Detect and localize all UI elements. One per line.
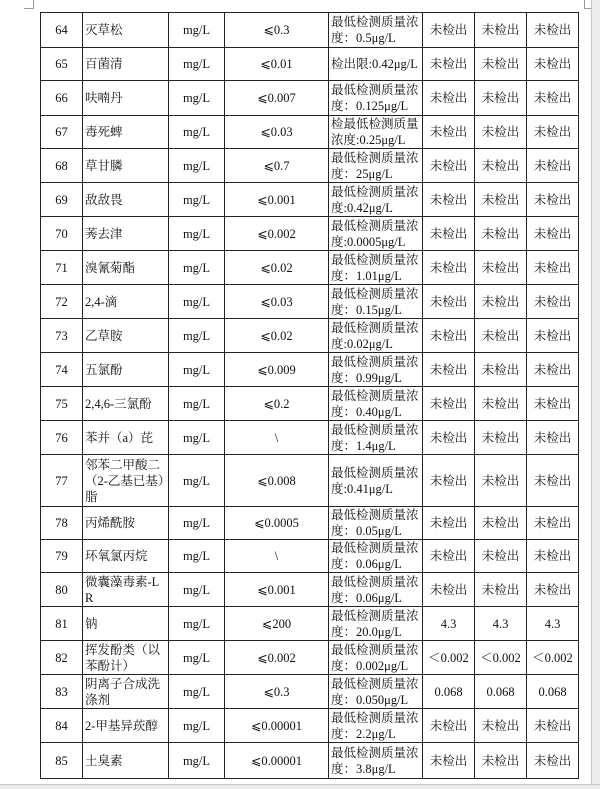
result-cell: 未检出	[475, 455, 527, 507]
result-cell: 未检出	[423, 387, 475, 421]
detection-limit-cell: 最低检测质量浓度：0.15μg/L	[329, 285, 423, 319]
table-row	[41, 743, 579, 779]
table-row	[41, 353, 579, 387]
table-row	[41, 81, 579, 116]
item-number-cell: 69	[41, 183, 83, 217]
item-name-cell: 毒死蜱	[83, 116, 169, 149]
detection-limit-cell: 最低检测质量浓度：25μg/L	[329, 149, 423, 183]
table-row	[41, 507, 579, 540]
result-cell: 未检出	[423, 743, 475, 779]
table-row	[41, 251, 579, 285]
table-row	[41, 116, 579, 149]
result-cell: 未检出	[423, 421, 475, 455]
limit-value-cell: ⩽0.0005	[225, 507, 329, 540]
detection-limit-cell: 最低检测质量浓度：20.0μg/L	[329, 607, 423, 641]
result-cell: 未检出	[475, 743, 527, 779]
result-cell: 未检出	[475, 573, 527, 607]
unit-cell: mg/L	[169, 743, 225, 779]
result-cell: 未检出	[475, 709, 527, 743]
result-cell: 4.3	[423, 607, 475, 641]
unit-cell: mg/L	[169, 421, 225, 455]
item-name-cell: 乙草胺	[83, 319, 169, 353]
result-cell: ＜0.002	[475, 641, 527, 675]
results-table	[40, 12, 579, 779]
item-number-cell: 85	[41, 743, 83, 779]
table-row	[41, 675, 579, 709]
unit-cell: mg/L	[169, 353, 225, 387]
item-name-cell: 阴离子合成洗涤剂	[83, 675, 169, 709]
detection-limit-cell: 最低检测质量浓度：3.8μg/L	[329, 743, 423, 779]
limit-value-cell: ⩽0.001	[225, 183, 329, 217]
item-number-cell: 68	[41, 149, 83, 183]
limit-value-cell: \	[225, 540, 329, 573]
limit-value-cell: ⩽0.00001	[225, 743, 329, 779]
table-row	[41, 455, 579, 507]
item-name-cell: 挥发酚类（以苯酚计）	[83, 641, 169, 675]
item-number-cell: 67	[41, 116, 83, 149]
unit-cell: mg/L	[169, 251, 225, 285]
table-row	[41, 641, 579, 675]
result-cell: ＜0.002	[527, 641, 579, 675]
item-number-cell: 78	[41, 507, 83, 540]
item-name-cell: 呋喃丹	[83, 81, 169, 116]
result-cell: 未检出	[475, 251, 527, 285]
unit-cell: mg/L	[169, 573, 225, 607]
result-cell: 未检出	[423, 573, 475, 607]
limit-value-cell: ⩽0.00001	[225, 709, 329, 743]
result-cell: 未检出	[527, 743, 579, 779]
result-cell: 未检出	[527, 387, 579, 421]
item-number-cell: 84	[41, 709, 83, 743]
result-cell: 未检出	[527, 353, 579, 387]
item-name-cell: 草甘膦	[83, 149, 169, 183]
detection-limit-cell: 最低检测质量浓度:0.42μg/L	[329, 183, 423, 217]
limit-value-cell: ⩽0.007	[225, 81, 329, 116]
crop-mark-top-right-h	[584, 8, 591, 9]
table-row	[41, 319, 579, 353]
item-name-cell: 溴氰菊酯	[83, 251, 169, 285]
detection-limit-cell: 最低检测质量浓度：0.99μg/L	[329, 353, 423, 387]
result-cell: 未检出	[475, 13, 527, 48]
unit-cell: mg/L	[169, 149, 225, 183]
table-row	[41, 183, 579, 217]
detection-limit-cell: 最低检测质量浓度：0.5μg/L	[329, 13, 423, 48]
detection-limit-cell: 最低检测质量浓度：0.002μg/L	[329, 641, 423, 675]
detection-limit-cell: 最低检测质量浓度:0.41μg/L	[329, 455, 423, 507]
limit-value-cell: ⩽0.009	[225, 353, 329, 387]
detection-limit-cell: 最低检测质量浓度：0.06μg/L	[329, 540, 423, 573]
item-number-cell: 76	[41, 421, 83, 455]
limit-value-cell: ⩽0.002	[225, 217, 329, 251]
detection-limit-cell: 检最低检测质量浓度:0.25μg/L	[329, 116, 423, 149]
result-cell: 未检出	[475, 116, 527, 149]
result-cell: 未检出	[475, 319, 527, 353]
limit-value-cell: ⩽0.001	[225, 573, 329, 607]
table-row	[41, 13, 579, 48]
table-row	[41, 387, 579, 421]
limit-value-cell: ⩽0.03	[225, 116, 329, 149]
unit-cell: mg/L	[169, 319, 225, 353]
item-name-cell: 土臭素	[83, 743, 169, 779]
unit-cell: mg/L	[169, 507, 225, 540]
item-name-cell: 2,4-滴	[83, 285, 169, 319]
result-cell: 未检出	[475, 48, 527, 81]
result-cell: 未检出	[423, 319, 475, 353]
unit-cell: mg/L	[169, 217, 225, 251]
result-cell: 未检出	[475, 387, 527, 421]
result-cell: 未检出	[423, 48, 475, 81]
detection-limit-cell: 最低检测质量浓度：0.40μg/L	[329, 387, 423, 421]
limit-value-cell: ⩽200	[225, 607, 329, 641]
item-name-cell: 微囊藻毒素-LR	[83, 573, 169, 607]
result-cell: 未检出	[527, 421, 579, 455]
result-cell: 未检出	[527, 116, 579, 149]
limit-value-cell: ⩽0.7	[225, 149, 329, 183]
item-name-cell: 2,4,6-三氯酚	[83, 387, 169, 421]
result-cell: 未检出	[423, 353, 475, 387]
detection-limit-cell: 最低检测质量浓度：0.05μg/L	[329, 507, 423, 540]
unit-cell: mg/L	[169, 116, 225, 149]
detection-limit-cell: 最低检测质量浓度：0.125μg/L	[329, 81, 423, 116]
limit-value-cell: ⩽0.008	[225, 455, 329, 507]
unit-cell: mg/L	[169, 641, 225, 675]
result-cell: 未检出	[475, 285, 527, 319]
table-row	[41, 540, 579, 573]
result-cell: 未检出	[475, 507, 527, 540]
result-cell: 未检出	[423, 251, 475, 285]
table-row	[41, 421, 579, 455]
unit-cell: mg/L	[169, 48, 225, 81]
result-cell: 未检出	[423, 455, 475, 507]
item-number-cell: 65	[41, 48, 83, 81]
limit-value-cell: ⩽0.3	[225, 13, 329, 48]
result-cell: 未检出	[475, 217, 527, 251]
result-cell: 未检出	[527, 285, 579, 319]
result-cell: 未检出	[475, 183, 527, 217]
result-cell: 未检出	[423, 709, 475, 743]
table-row	[41, 217, 579, 251]
result-cell: 0.068	[527, 675, 579, 709]
item-number-cell: 74	[41, 353, 83, 387]
item-number-cell: 77	[41, 455, 83, 507]
result-cell: 未检出	[423, 149, 475, 183]
result-cell: 未检出	[423, 81, 475, 116]
item-number-cell: 72	[41, 285, 83, 319]
item-number-cell: 83	[41, 675, 83, 709]
result-cell: 未检出	[423, 540, 475, 573]
result-cell: 未检出	[527, 48, 579, 81]
result-cell: 未检出	[527, 251, 579, 285]
item-number-cell: 79	[41, 540, 83, 573]
table-row	[41, 48, 579, 81]
result-cell: 未检出	[527, 183, 579, 217]
table-row	[41, 285, 579, 319]
unit-cell: mg/L	[169, 285, 225, 319]
result-cell: 未检出	[527, 81, 579, 116]
result-cell: 未检出	[475, 353, 527, 387]
detection-limit-cell: 最低检测质量浓度：1.4μg/L	[329, 421, 423, 455]
result-cell: 未检出	[527, 149, 579, 183]
item-number-cell: 71	[41, 251, 83, 285]
item-number-cell: 82	[41, 641, 83, 675]
unit-cell: mg/L	[169, 607, 225, 641]
detection-limit-cell: 最低检测质量浓度：1.01μg/L	[329, 251, 423, 285]
detection-limit-cell: 最低检测质量浓度:0.02μg/L	[329, 319, 423, 353]
item-name-cell: 敌敌畏	[83, 183, 169, 217]
result-cell: 未检出	[475, 81, 527, 116]
result-cell: 未检出	[423, 116, 475, 149]
result-cell: 未检出	[527, 13, 579, 48]
result-cell: 未检出	[527, 573, 579, 607]
item-number-cell: 64	[41, 13, 83, 48]
limit-value-cell: ⩽0.002	[225, 641, 329, 675]
result-cell: 未检出	[527, 709, 579, 743]
unit-cell: mg/L	[169, 455, 225, 507]
item-number-cell: 73	[41, 319, 83, 353]
result-cell: 未检出	[423, 183, 475, 217]
detection-limit-cell: 检出限:0.42μg/L	[329, 48, 423, 81]
item-name-cell: 五氯酚	[83, 353, 169, 387]
crop-mark-top-left-h	[24, 8, 34, 9]
unit-cell: mg/L	[169, 81, 225, 116]
item-name-cell: 钠	[83, 607, 169, 641]
unit-cell: mg/L	[169, 709, 225, 743]
result-cell: ＜0.002	[423, 641, 475, 675]
page-edge-right	[591, 0, 600, 789]
item-number-cell: 80	[41, 573, 83, 607]
item-number-cell: 75	[41, 387, 83, 421]
result-cell: 4.3	[475, 607, 527, 641]
item-name-cell: 莠去津	[83, 217, 169, 251]
item-number-cell: 70	[41, 217, 83, 251]
table-row	[41, 709, 579, 743]
table-row	[41, 149, 579, 183]
result-cell: 未检出	[527, 507, 579, 540]
result-cell: 未检出	[475, 540, 527, 573]
result-cell: 未检出	[527, 319, 579, 353]
unit-cell: mg/L	[169, 675, 225, 709]
result-cell: 未检出	[423, 217, 475, 251]
limit-value-cell: ⩽0.3	[225, 675, 329, 709]
item-number-cell: 81	[41, 607, 83, 641]
result-cell: 未检出	[423, 285, 475, 319]
unit-cell: mg/L	[169, 387, 225, 421]
limit-value-cell: ⩽0.01	[225, 48, 329, 81]
result-cell: 未检出	[423, 507, 475, 540]
page-edge-bottom	[0, 784, 600, 789]
detection-limit-cell: 最低检测质量浓度:0.0005μg/L	[329, 217, 423, 251]
result-cell: 未检出	[527, 455, 579, 507]
limit-value-cell: \	[225, 421, 329, 455]
detection-limit-cell: 最低检测质量浓度：0.050μg/L	[329, 675, 423, 709]
item-name-cell: 环氧氯丙烷	[83, 540, 169, 573]
result-cell: 未检出	[527, 540, 579, 573]
detection-limit-cell: 最低检测质量浓度：0.06μg/L	[329, 573, 423, 607]
result-cell: 未检出	[475, 421, 527, 455]
item-number-cell: 66	[41, 81, 83, 116]
table-row	[41, 573, 579, 607]
result-cell: 0.068	[423, 675, 475, 709]
limit-value-cell: ⩽0.02	[225, 319, 329, 353]
unit-cell: mg/L	[169, 183, 225, 217]
result-cell: 4.3	[527, 607, 579, 641]
result-cell: 0.068	[475, 675, 527, 709]
limit-value-cell: ⩽0.03	[225, 285, 329, 319]
item-name-cell: 2-甲基异莰醇	[83, 709, 169, 743]
result-cell: 未检出	[423, 13, 475, 48]
item-name-cell: 邻苯二甲酸二（2-乙基已基）脂	[83, 455, 169, 507]
item-name-cell: 百菌清	[83, 48, 169, 81]
item-name-cell: 苯并（a）芘	[83, 421, 169, 455]
table-row	[41, 607, 579, 641]
table-body	[41, 13, 579, 779]
item-name-cell: 丙烯酰胺	[83, 507, 169, 540]
limit-value-cell: ⩽0.2	[225, 387, 329, 421]
unit-cell: mg/L	[169, 13, 225, 48]
limit-value-cell: ⩽0.02	[225, 251, 329, 285]
result-cell: 未检出	[475, 149, 527, 183]
item-name-cell: 灭草松	[83, 13, 169, 48]
result-cell: 未检出	[527, 217, 579, 251]
detection-limit-cell: 最低检测质量浓度：2.2μg/L	[329, 709, 423, 743]
unit-cell: mg/L	[169, 540, 225, 573]
